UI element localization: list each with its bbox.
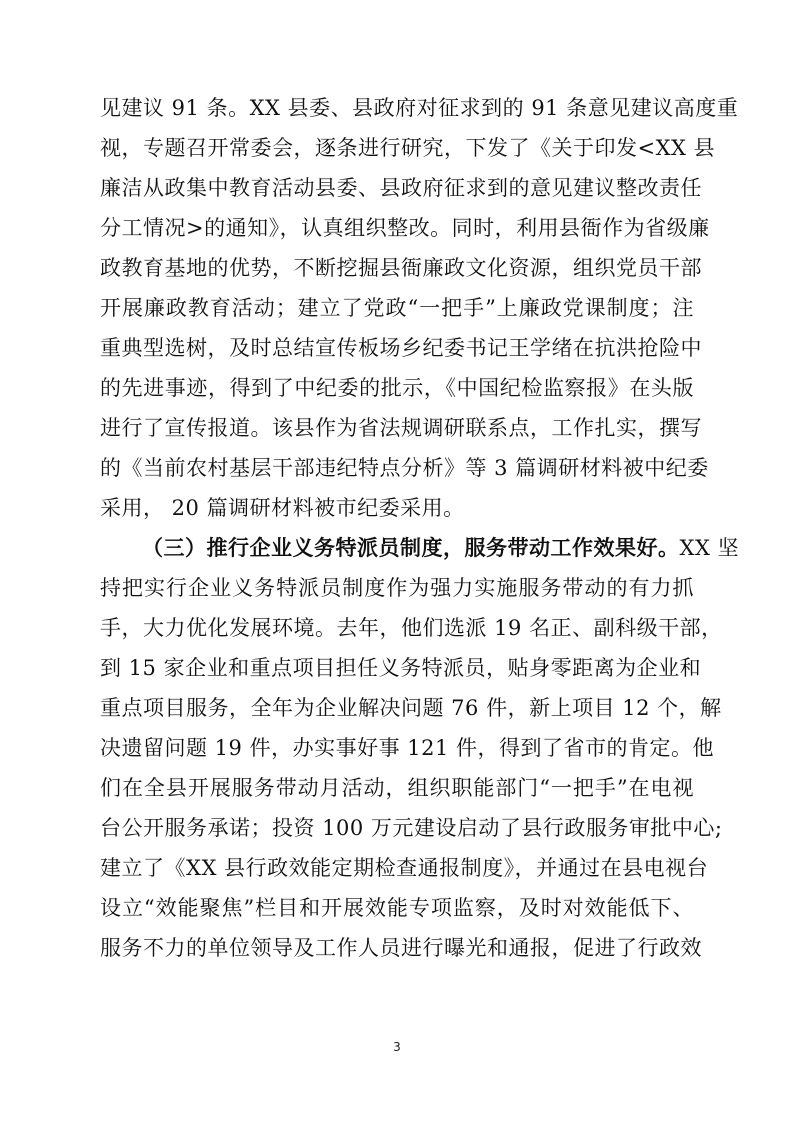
paragraph-line: 决遗留问题 19 件，办实事好事 121 件，得到了省市的肯定。他 — [100, 736, 715, 760]
paragraph-line: 服务不力的单位领导及工作人员进行曝光和通报，促进了行政效 — [100, 936, 702, 960]
paragraph-line: 开展廉政教育活动；建立了党政“一把手”上廉政党课制度；注 — [100, 296, 694, 320]
paragraph-line: 持把实行企业义务特派员制度作为强力实施服务带动的有力抓 — [100, 576, 694, 600]
paragraph-line: 政教育基地的优势，不断挖掘县衙廉政文化资源，组织党员干部 — [100, 256, 702, 280]
paragraph-line: 视，专题召开常委会，逐条进行研究，下发了《关于印发<XX 县 — [100, 136, 716, 160]
paragraph-line: 到 15 家企业和重点项目担任义务特派员，贴身零距离为企业和 — [100, 656, 702, 680]
paragraph-line: 重点项目服务，全年为企业解决问题 76 件，新上项目 12 个，解 — [100, 696, 722, 720]
section-heading-line — [142, 528, 740, 568]
paragraph-line: 的先进事迹，得到了中纪委的批示，《中国纪检监察报》在头版 — [100, 376, 694, 400]
paragraph-line: 设立“效能聚焦”栏目和开展效能专项监察，及时对效能低下、 — [100, 896, 694, 920]
paragraph-line: 见建议 91 条。XX 县委、县政府对征求到的 91 条意见建议高度重 — [100, 96, 739, 120]
paragraph-line: 进行了宣传报道。该县作为省法规调研联系点，工作扎实，撰写 — [100, 416, 702, 440]
paragraph-line: 建立了《XX 县行政效能定期检查通报制度》，并通过在县电视台 — [100, 856, 709, 880]
section-heading-tail: XX 坚 — [679, 536, 740, 560]
paragraph-line: 手，大力优化发展环境。去年，他们选派 19 名正、副科级干部， — [100, 616, 723, 640]
paragraph-line: 重典型选树，及时总结宣传板场乡纪委书记王学绪在抗洪抢险中 — [100, 336, 702, 360]
paragraph-line: 廉洁从政集中教育活动县委、县政府征求到的意见建议整改责任 — [100, 176, 702, 200]
paragraph-line: 采用， 20 篇调研材料被市纪委采用。 — [100, 496, 465, 520]
page-number: 3 — [393, 1040, 401, 1054]
paragraph-line: 分工情况>的通知》，认真组织整改。同时，利用县衙作为省级廉 — [100, 216, 710, 240]
paragraph-line: 台公开服务承诺；投资 100 万元建设启动了县行政服务审批中心; — [100, 816, 723, 840]
paragraph-line: 的《当前农村基层干部违纪特点分析》等 3 篇调研材料被中纪委 — [100, 456, 709, 480]
section-heading: （三）推行企业义务特派员制度，服务带动工作效果好。 — [142, 535, 680, 560]
paragraph-line: 们在全县开展服务带动月活动，组织职能部门“一把手”在电视 — [100, 776, 694, 800]
